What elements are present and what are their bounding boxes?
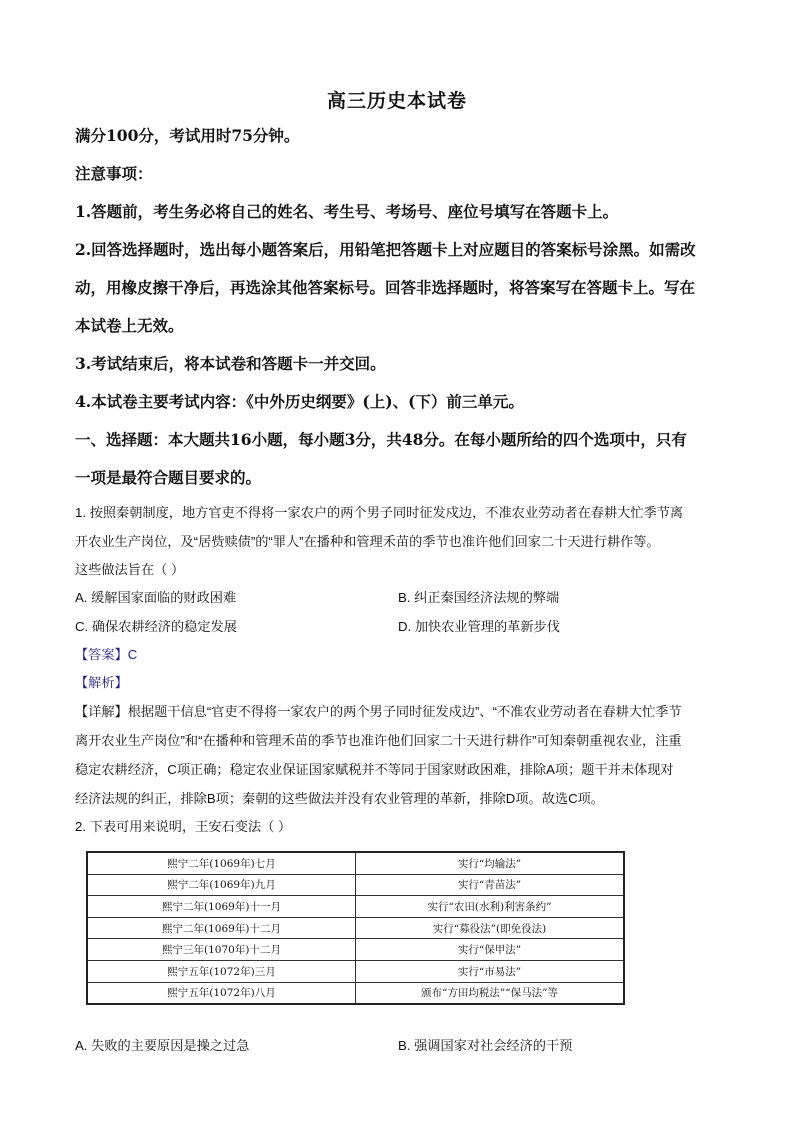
q2-option-b: B. 强调国家对社会经济的干预 xyxy=(398,1038,573,1053)
table-cell-event: 颁布“方田均税法”“保马法”等 xyxy=(356,982,625,1004)
table-cell-date: 熙宁二年(1069年)十二月 xyxy=(87,917,356,939)
q1-detail-line-3: 稳定农耕经济，C项正确；稳定农业保证国家赋税并不等同于国家财政困难，排除A项；题干并未体现对 xyxy=(75,762,674,777)
score-time-line: 满分100分，考试用时75分钟。 xyxy=(75,126,300,145)
notice-item-2-line-2: 动，用橡皮擦干净后，再选涂其他答案标号。回答非选择题时，将答案写在答题卡上。写在 xyxy=(75,278,696,297)
table-cell-event: 实行“募役法”(即免役法) xyxy=(356,917,625,939)
table-cell-date: 熙宁二年(1069年)九月 xyxy=(87,874,356,896)
table-cell-event: 实行“均输法” xyxy=(356,852,625,874)
notice-item-1: 1.答题前，考生务必将自己的姓名、考生号、考场号、座位号填写在答题卡上。 xyxy=(75,202,619,221)
table-cell-event: 实行“保甲法” xyxy=(356,939,625,961)
notice-item-3: 3.考试结束后，将本试卷和答题卡一并交回。 xyxy=(75,354,386,373)
table-row xyxy=(87,960,624,982)
table-row xyxy=(87,874,624,896)
q1-detail-line-2: 离开农业生产岗位”和“在播种和管理禾苗的季节也准许他们回家二十天进行耕作”可知秦朝重视农业，注重 xyxy=(75,733,682,748)
table-cell-date: 熙宁五年(1072年)八月 xyxy=(87,982,356,1004)
table-row xyxy=(87,896,624,918)
table-row xyxy=(87,852,624,874)
notice-heading: 注意事项： xyxy=(75,164,153,183)
q1-option-d: D. 加快农业管理的革新步伐 xyxy=(398,619,560,634)
q2-option-a: A. 失败的主要原因是操之过急 xyxy=(75,1038,250,1053)
q1-stem-line-2: 开农业生产岗位，及“居赀赎债”的“罪人”在播种和管理禾苗的季节也准许他们回家二十天进行耕作等。 xyxy=(75,534,660,549)
q1-option-c: C. 确保农耕经济的稳定发展 xyxy=(75,619,237,634)
table-row xyxy=(87,939,624,961)
q1-detail-line-4: 经济法规的纠正，排除B项；秦朝的这些做法并没有农业管理的革新，排除D项。故选C项。 xyxy=(75,791,604,806)
table-cell-date: 熙宁五年(1072年)三月 xyxy=(87,960,356,982)
table-cell-date: 熙宁三年(1070年)十二月 xyxy=(87,939,356,961)
table-row xyxy=(87,982,624,1004)
table-cell-date: 熙宁二年(1069年)七月 xyxy=(87,852,356,874)
q1-analysis-label: 【解析】 xyxy=(75,675,128,690)
q1-detail-line-1: 【详解】根据题干信息“官吏不得将一家农户的两个男子同时征发戍边”、“不准农业劳动者在春耕大忙季节 xyxy=(75,704,682,719)
notice-item-4: 4.本试卷主要考试内容：《中外历史纲要》(上)、(下）前三单元。 xyxy=(75,392,524,411)
table-cell-event: 实行“市易法” xyxy=(356,960,625,982)
page-title: 高三历史本试卷 xyxy=(326,90,467,112)
q2-stem: 2. 下表可用来说明，王安石变法（ ） xyxy=(75,819,292,834)
table-cell-date: 熙宁二年(1069年)十一月 xyxy=(87,896,356,918)
notice-item-2-line-3: 本试卷上无效。 xyxy=(75,316,184,335)
q1-answer: 【答案】C xyxy=(75,647,138,662)
table-cell-event: 实行“农田(水利)利害条约” xyxy=(356,896,625,918)
table-cell-event: 实行“青苗法” xyxy=(356,874,625,896)
section-heading-line-2: 一项是最符合题目要求的。 xyxy=(75,468,262,487)
table-row xyxy=(87,917,624,939)
notice-item-2-line-1: 2.回答选择题时，选出每小题答案后，用铅笔把答题卡上对应题目的答案标号涂黑。如需改 xyxy=(75,240,696,259)
q1-stem-line-3: 这些做法旨在（ ） xyxy=(75,562,185,577)
section-heading-line-1: 一、选择题：本大题共16小题，每小题3分，共48分。在每小题所给的四个选项中，只有 xyxy=(75,430,687,449)
q1-stem-line-1: 1. 按照秦朝制度，地方官吏不得将一家农户的两个男子同时征发戍边，不准农业劳动者在春耕大忙季节离 xyxy=(75,505,684,520)
q1-option-b: B. 纠正秦国经济法规的弊端 xyxy=(398,590,560,605)
reform-timeline-table xyxy=(86,851,625,1005)
q1-option-a: A. 缓解国家面临的财政困难 xyxy=(75,590,237,605)
